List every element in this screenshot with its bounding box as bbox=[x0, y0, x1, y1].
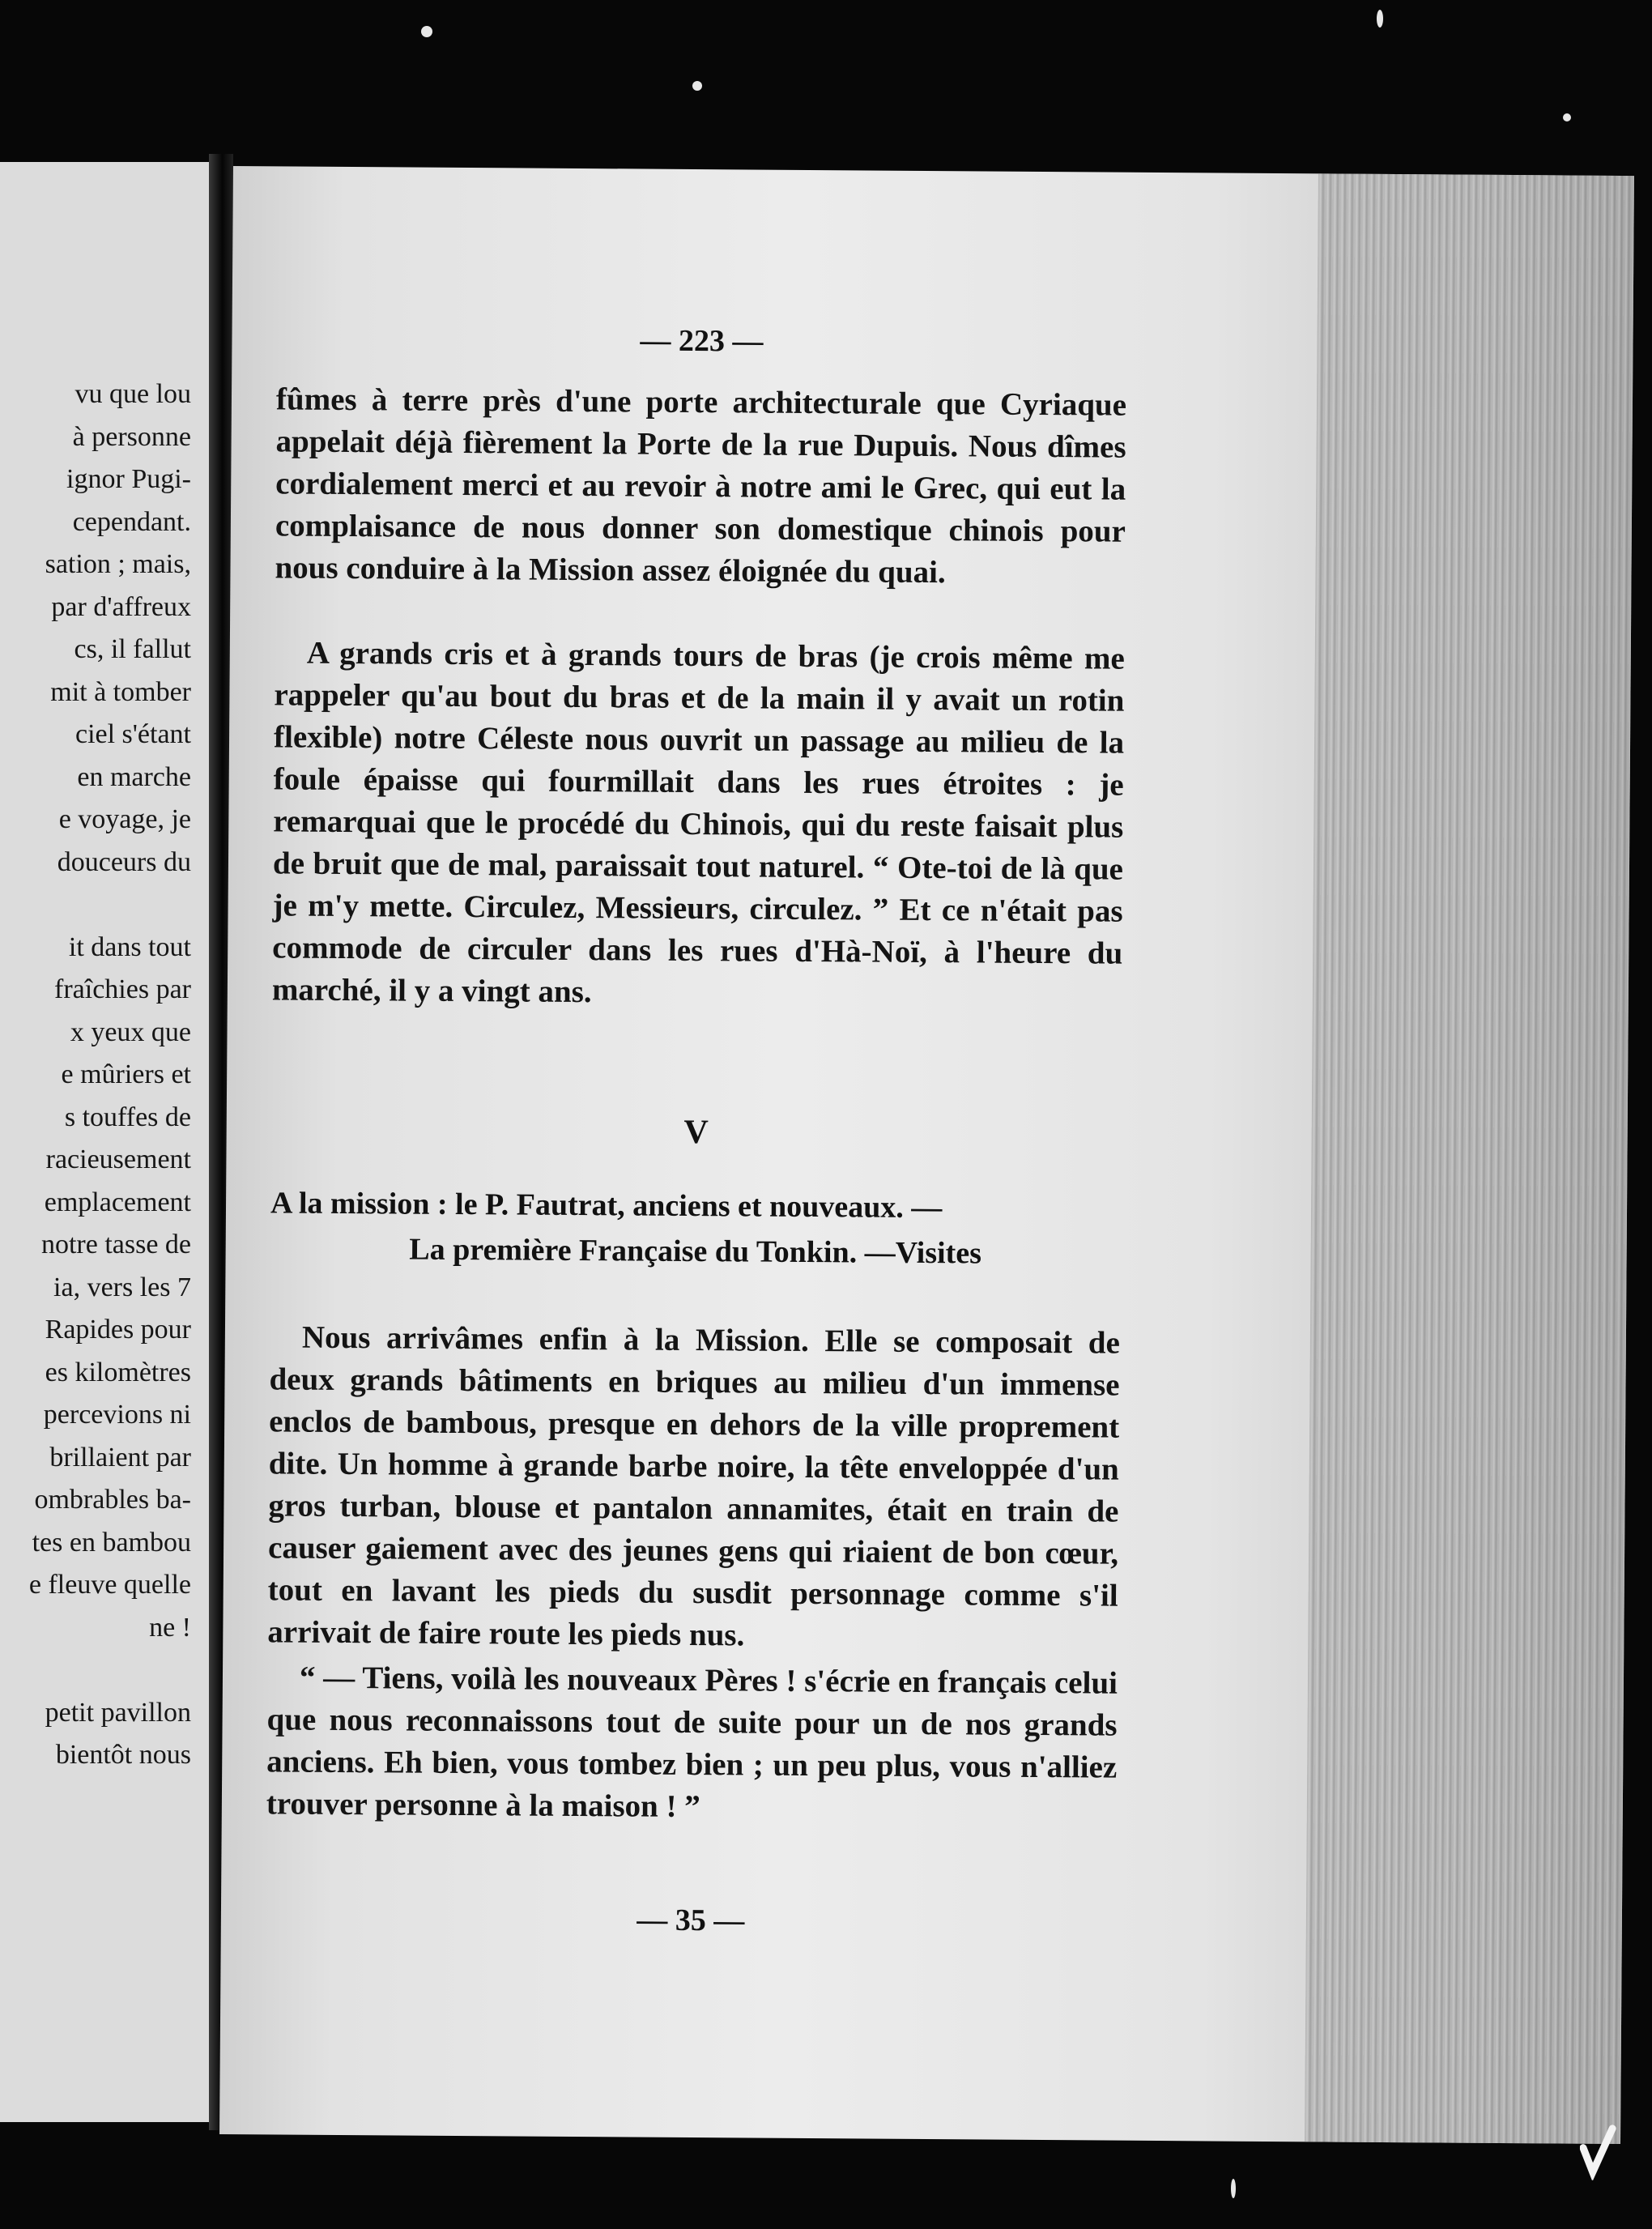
left-page-line: emplacement bbox=[44, 1187, 191, 1217]
left-page-line: ombrables ba- bbox=[34, 1485, 191, 1515]
paragraph: “ — Tiens, voilà les nouveaux Pères ! s'écrie en français celui que nous reconnaissons tout de suite pour un de nos grands anciens. Eh bien, vous tombez bien ; un peu plus, vous n'alliez trouver personne à la maison ! ” bbox=[266, 1660, 1118, 1825]
dust-speck bbox=[1377, 10, 1383, 28]
left-page-line: Rapides pour bbox=[45, 1315, 191, 1345]
dust-speck bbox=[421, 26, 432, 37]
left-page-line: cs, il fallut bbox=[74, 634, 191, 664]
left-page-line: cependant. bbox=[72, 506, 191, 537]
left-page-line: ia, vers les 7 bbox=[53, 1272, 191, 1302]
left-page-line: ignor Pugi- bbox=[66, 464, 191, 494]
paragraph: A grands cris et à grands tours de bras (je crois même me rappeler qu'au bout du bras et de la main il y avait un rotin flexible) notre Céleste nous ouvrit un passage au milieu de la foule épaisse qui fourmillait dans les rues étroites : je remarquai que le procédé du Chinois, qui du reste faisait plus de bruit que de mal, paraissait tout naturel. “ Ote-toi de là que je m'y mette. Circulez, Messieurs, circulez. ” Et ce n'était pas commode de circuler dans les rues d'Hà-Noï, à l'heure du marché, il y a vingt ans. bbox=[271, 635, 1125, 1010]
left-page-line: ciel s'étant bbox=[75, 719, 191, 749]
left-page-line: ne ! bbox=[149, 1612, 191, 1643]
left-page-line: bientôt nous bbox=[55, 1740, 191, 1770]
left-page-line: à personne bbox=[72, 421, 191, 452]
section-title: A la mission : le P. Fautrat, anciens et nouveaux. — bbox=[270, 1186, 943, 1225]
left-page-line: notre tasse de bbox=[40, 1230, 191, 1259]
left-page-line: es kilomètres bbox=[45, 1357, 191, 1387]
left-page-line: sation ; mais, bbox=[45, 549, 191, 579]
left-page-line: x yeux que bbox=[70, 1016, 191, 1047]
left-page-line: percevions ni bbox=[43, 1400, 191, 1430]
left-page-line: e mûriers et bbox=[61, 1059, 191, 1089]
left-page-line: racieusement bbox=[45, 1144, 191, 1174]
page-edges bbox=[1305, 173, 1634, 2144]
paragraph: fûmes à terre près d'une porte architecturale que Cyriaque appelait déjà fièrement la Porte de la rue Dupuis. Nous dîmes cordialement merci et au revoir à notre ami le Grec, qui eut la complaisance de nous donner son domestique chinois pour nous conduire à la Mission assez éloignée du quai. bbox=[275, 381, 1127, 590]
left-page-line: en marche bbox=[77, 761, 191, 792]
main-page bbox=[219, 166, 1634, 2144]
left-page-line: par d'affreux bbox=[51, 591, 191, 622]
left-page-line: it dans tout bbox=[68, 931, 191, 962]
left-page-line: fraîchies par bbox=[54, 974, 191, 1004]
left-page-line: douceurs du bbox=[57, 846, 191, 877]
left-page bbox=[0, 162, 211, 2122]
section-subtitle: La première Française du Tonkin. —Visites bbox=[409, 1232, 982, 1271]
page-number: — 223 — bbox=[640, 323, 764, 359]
left-page-line: e fleuve quelle bbox=[28, 1570, 191, 1600]
dust-speck bbox=[1231, 2179, 1236, 2198]
left-page-line: e voyage, je bbox=[58, 804, 191, 834]
check-mark-icon bbox=[1580, 2124, 1617, 2180]
left-page-line: brillaient par bbox=[49, 1442, 191, 1473]
section-number: V bbox=[683, 1113, 709, 1152]
dust-speck bbox=[1563, 113, 1571, 121]
left-page-line: tes en bambou bbox=[32, 1527, 191, 1558]
footer-page-number: — 35 — bbox=[637, 1903, 745, 1938]
left-page-line: mit à tomber bbox=[50, 676, 191, 707]
left-page-line: petit pavillon bbox=[45, 1697, 191, 1728]
left-page-line: vu que lou bbox=[75, 379, 191, 409]
left-page-line: s touffes de bbox=[64, 1102, 191, 1132]
paragraph: Nous arrivâmes enfin à la Mission. Elle se composait de deux grands bâtiments en briques au milieu d'un immense enclos de bambous, presque en dehors de la ville proprement dite. Un homme à grande barbe noire, la tête enveloppée d'un gros turban, blouse et pantalon annamites, était en train de causer gaiement avec des jeunes gens qui riaient de bon cœur, tout en lavant les pieds du susdit personnage comme s'il arrivait de faire route les pieds nus. bbox=[267, 1319, 1121, 1653]
dust-speck bbox=[692, 81, 702, 91]
